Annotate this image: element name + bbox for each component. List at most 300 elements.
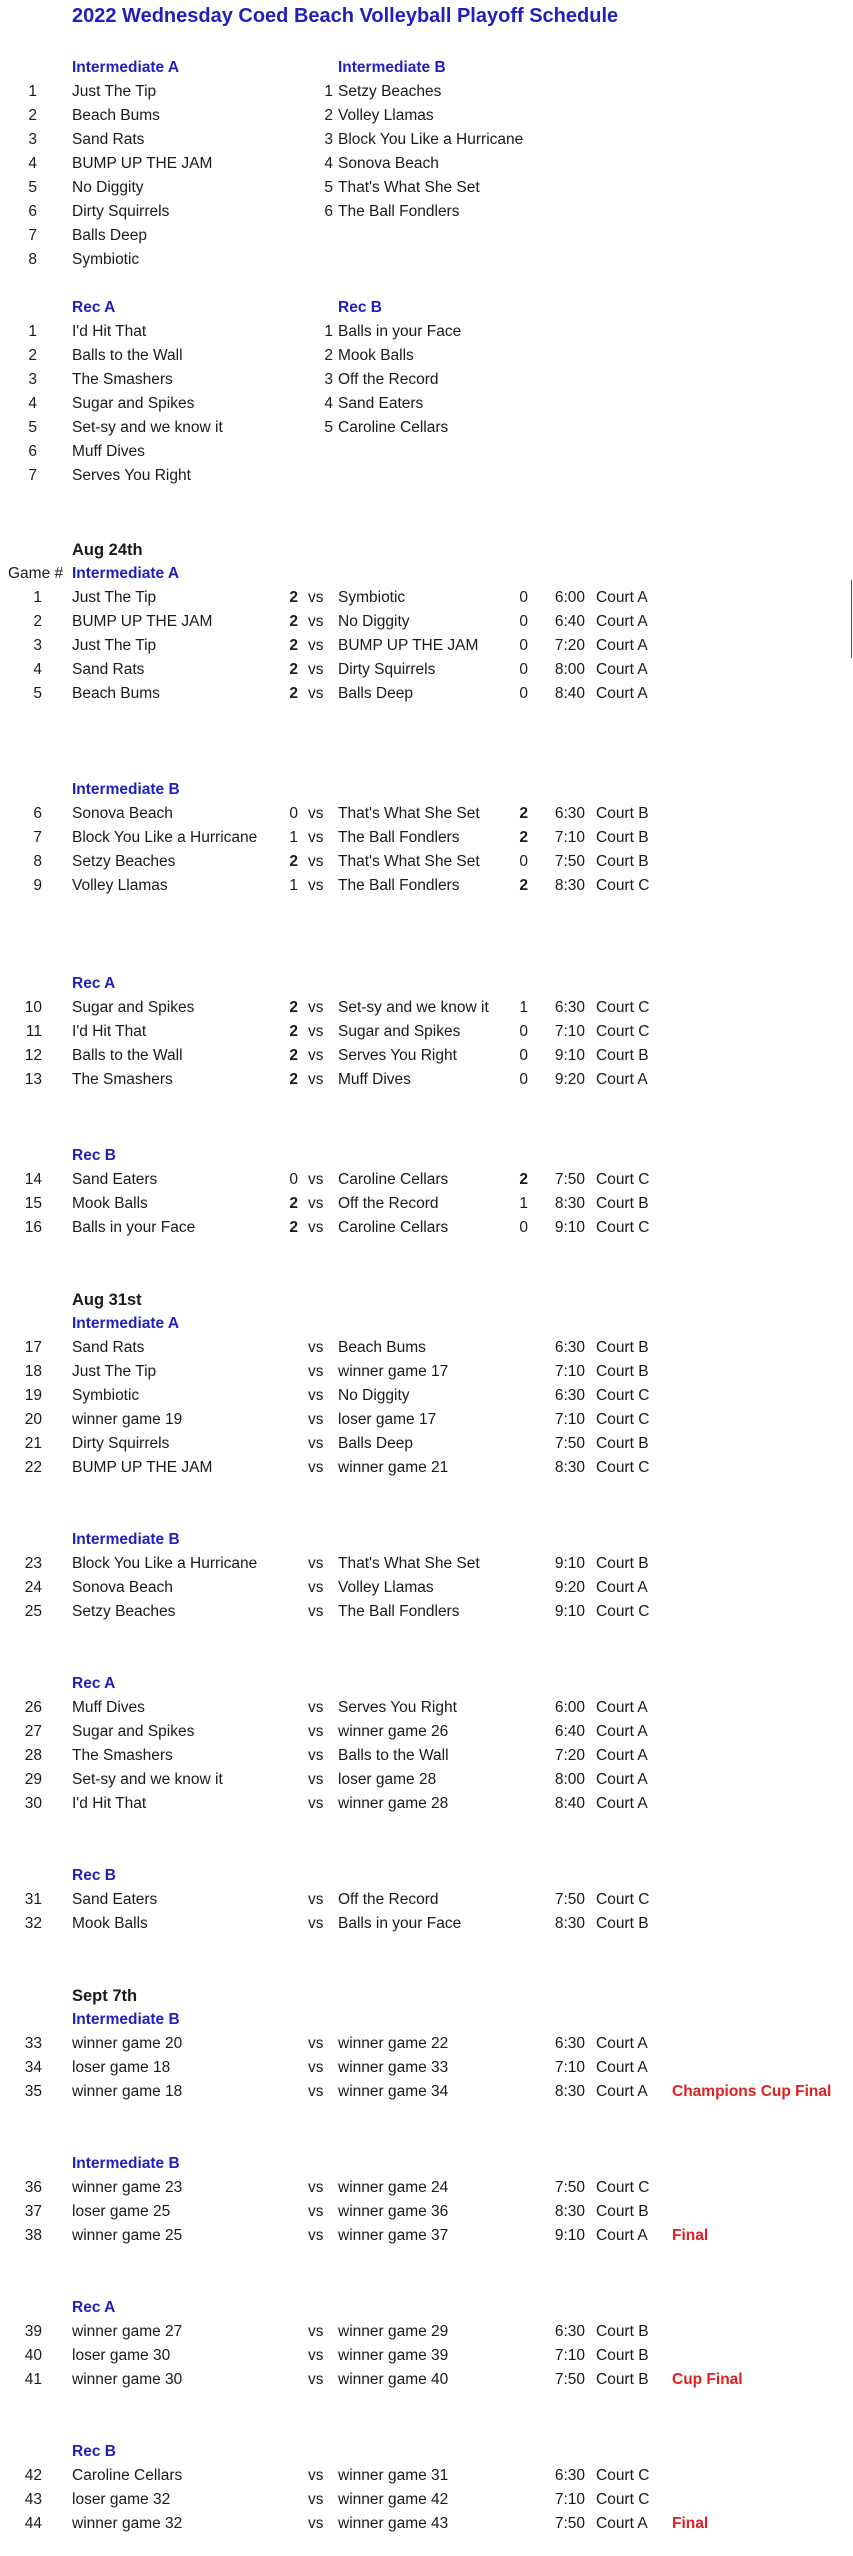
court: Court C xyxy=(596,2467,650,2484)
team-name: Setzy Beaches xyxy=(338,83,442,100)
game-number: 40 xyxy=(24,2347,42,2364)
game-number: 12 xyxy=(24,1047,42,1064)
away-score: 1 xyxy=(519,999,528,1016)
away-score: 0 xyxy=(519,685,528,702)
team-name: Caroline Cellars xyxy=(338,419,449,436)
court: Court B xyxy=(596,2203,649,2220)
group-heading: Rec A xyxy=(72,975,116,992)
court: Court B xyxy=(596,805,649,822)
game-number: 36 xyxy=(24,2179,42,2196)
team-rank: 3 xyxy=(324,131,333,148)
vs-label: vs xyxy=(308,1387,324,1404)
final-label: Champions Cup Final xyxy=(672,2083,832,2100)
group-heading: Intermediate B xyxy=(72,2011,180,2028)
away-team: BUMP UP THE JAM xyxy=(338,637,479,654)
court: Court A xyxy=(596,613,648,630)
home-team: Setzy Beaches xyxy=(72,1603,176,1620)
team-rank: 1 xyxy=(324,83,333,100)
game-time: 9:10 xyxy=(554,1219,585,1236)
game-number: 1 xyxy=(33,589,42,606)
game-time: 6:30 xyxy=(554,805,585,822)
game-number: 33 xyxy=(24,2035,42,2052)
home-score: 1 xyxy=(289,877,298,894)
game-number: 27 xyxy=(24,1723,42,1740)
vs-label: vs xyxy=(308,1795,324,1812)
game-time: 7:10 xyxy=(554,2347,585,2364)
court: Court B xyxy=(596,1195,649,1212)
court: Court B xyxy=(596,2323,649,2340)
home-team: winner game 20 xyxy=(72,2035,183,2052)
team-rank: 3 xyxy=(28,131,37,148)
game-time: 8:30 xyxy=(554,2203,585,2220)
home-team: Setzy Beaches xyxy=(72,853,176,870)
vs-label: vs xyxy=(308,853,324,870)
court: Court B xyxy=(596,829,649,846)
team-name: Symbiotic xyxy=(72,251,140,268)
home-team: Sand Eaters xyxy=(72,1891,158,1908)
group-heading: Rec B xyxy=(72,1867,116,1884)
away-team: winner game 37 xyxy=(338,2227,449,2244)
game-number: 9 xyxy=(33,877,42,894)
game-time: 7:10 xyxy=(554,1363,585,1380)
home-team: Just The Tip xyxy=(72,637,157,654)
vs-label: vs xyxy=(308,1411,324,1428)
vs-label: vs xyxy=(308,1195,324,1212)
team-rank: 3 xyxy=(28,371,37,388)
away-team: Dirty Squirrels xyxy=(338,661,436,678)
home-team: Block You Like a Hurricane xyxy=(72,829,258,846)
vs-label: vs xyxy=(308,999,324,1016)
date-heading: Sept 7th xyxy=(72,1987,138,2005)
court: Court A xyxy=(596,2059,648,2076)
court: Court B xyxy=(596,853,649,870)
game-time: 9:10 xyxy=(554,1555,585,1572)
team-rank: 5 xyxy=(324,419,333,436)
home-team: Mook Balls xyxy=(72,1195,148,1212)
away-team: winner game 33 xyxy=(338,2059,449,2076)
game-time: 6:40 xyxy=(554,613,585,630)
team-rank: 3 xyxy=(324,371,333,388)
away-score: 0 xyxy=(519,613,528,630)
team-name: I'd Hit That xyxy=(72,323,147,340)
team-name: Sand Rats xyxy=(72,131,145,148)
away-team: winner game 39 xyxy=(338,2347,449,2364)
final-label: Cup Final xyxy=(672,2371,743,2388)
home-team: Balls to the Wall xyxy=(72,1047,183,1064)
away-score: 0 xyxy=(519,853,528,870)
court: Court A xyxy=(596,589,648,606)
home-team: loser game 25 xyxy=(72,2203,171,2220)
group-heading: Rec B xyxy=(72,1147,116,1164)
court: Court A xyxy=(596,2083,648,2100)
away-team: Set-sy and we know it xyxy=(338,999,489,1016)
vs-label: vs xyxy=(308,1171,324,1188)
team-name: The Ball Fondlers xyxy=(338,203,460,220)
court: Court A xyxy=(596,637,648,654)
vs-label: vs xyxy=(308,1555,324,1572)
game-number: 28 xyxy=(24,1747,42,1764)
court: Court C xyxy=(596,1891,650,1908)
home-team: winner game 23 xyxy=(72,2179,183,2196)
team-name: Mook Balls xyxy=(338,347,414,364)
vs-label: vs xyxy=(308,1459,324,1476)
team-rank: 1 xyxy=(28,323,37,340)
game-number: 10 xyxy=(24,999,42,1016)
home-team: loser game 32 xyxy=(72,2491,171,2508)
court: Court A xyxy=(596,2035,648,2052)
away-team: Caroline Cellars xyxy=(338,1171,449,1188)
division-heading: Intermediate B xyxy=(338,59,446,76)
court: Court C xyxy=(596,1387,650,1404)
date-heading: Aug 31st xyxy=(72,1291,142,1309)
away-team: Muff Dives xyxy=(338,1071,411,1088)
away-team: winner game 42 xyxy=(338,2491,449,2508)
game-time: 7:50 xyxy=(554,2371,585,2388)
vs-label: vs xyxy=(308,685,324,702)
team-rank: 4 xyxy=(324,155,333,172)
group-heading: Rec A xyxy=(72,1675,116,1692)
game-time: 7:10 xyxy=(554,1023,585,1040)
game-number: 44 xyxy=(24,2515,42,2532)
home-team: Muff Dives xyxy=(72,1699,145,1716)
home-score: 0 xyxy=(289,1171,298,1188)
game-number: 43 xyxy=(24,2491,42,2508)
home-team: Sonova Beach xyxy=(72,1579,173,1596)
game-time: 7:50 xyxy=(554,853,585,870)
game-time: 7:10 xyxy=(554,2491,585,2508)
game-number: 42 xyxy=(24,2467,42,2484)
away-team: winner game 26 xyxy=(338,1723,449,1740)
team-name: The Smashers xyxy=(72,371,173,388)
court: Court B xyxy=(596,1363,649,1380)
vs-label: vs xyxy=(308,1603,324,1620)
game-number: 30 xyxy=(24,1795,42,1812)
home-team: BUMP UP THE JAM xyxy=(72,613,213,630)
team-rank: 1 xyxy=(324,323,333,340)
home-team: Sugar and Spikes xyxy=(72,1723,195,1740)
date-heading: Aug 24th xyxy=(72,541,143,559)
court: Court C xyxy=(596,2179,650,2196)
game-number: 17 xyxy=(24,1339,42,1356)
game-time: 7:50 xyxy=(554,2179,585,2196)
vs-label: vs xyxy=(308,1339,324,1356)
court: Court B xyxy=(596,1047,649,1064)
home-score: 2 xyxy=(289,1195,298,1212)
home-score: 2 xyxy=(289,589,298,606)
home-score: 1 xyxy=(289,829,298,846)
team-rank: 2 xyxy=(28,107,37,124)
home-team: Balls in your Face xyxy=(72,1219,196,1236)
game-time: 6:30 xyxy=(554,1387,585,1404)
game-time: 8:00 xyxy=(554,1771,585,1788)
game-time: 9:10 xyxy=(554,2227,585,2244)
game-number: 2 xyxy=(33,613,42,630)
team-rank: 2 xyxy=(324,347,333,364)
game-time: 9:10 xyxy=(554,1047,585,1064)
vs-label: vs xyxy=(308,1435,324,1452)
court: Court C xyxy=(596,1459,650,1476)
vs-label: vs xyxy=(308,1219,324,1236)
game-time: 7:20 xyxy=(554,637,585,654)
court: Court B xyxy=(596,1435,649,1452)
vs-label: vs xyxy=(308,829,324,846)
game-time: 9:20 xyxy=(554,1579,585,1596)
home-team: The Smashers xyxy=(72,1747,173,1764)
away-team: That's What She Set xyxy=(338,1555,480,1572)
away-team: winner game 22 xyxy=(338,2035,449,2052)
game-number: 16 xyxy=(24,1219,42,1236)
court: Court C xyxy=(596,877,650,894)
team-rank: 5 xyxy=(28,419,37,436)
game-time: 6:30 xyxy=(554,1339,585,1356)
team-name: Off the Record xyxy=(338,371,439,388)
court: Court A xyxy=(596,2515,648,2532)
away-team: Sugar and Spikes xyxy=(338,1023,461,1040)
team-name: Muff Dives xyxy=(72,443,145,460)
home-team: I'd Hit That xyxy=(72,1023,147,1040)
game-number: 34 xyxy=(24,2059,42,2076)
game-time: 6:30 xyxy=(554,2323,585,2340)
home-team: Just The Tip xyxy=(72,1363,157,1380)
home-score: 2 xyxy=(289,661,298,678)
team-name: Beach Bums xyxy=(72,107,160,124)
game-number: 24 xyxy=(24,1579,42,1596)
home-team: Sand Rats xyxy=(72,661,145,678)
game-time: 7:50 xyxy=(554,1171,585,1188)
away-team: winner game 21 xyxy=(338,1459,449,1476)
vs-label: vs xyxy=(308,1047,324,1064)
away-team: Off the Record xyxy=(338,1195,439,1212)
away-score: 2 xyxy=(519,877,528,894)
court: Court C xyxy=(596,1171,650,1188)
court: Court A xyxy=(596,685,648,702)
home-team: loser game 30 xyxy=(72,2347,171,2364)
home-team: Caroline Cellars xyxy=(72,2467,183,2484)
home-team: Sugar and Spikes xyxy=(72,999,195,1016)
court: Court A xyxy=(596,2227,648,2244)
game-time: 8:40 xyxy=(554,685,585,702)
game-number: 32 xyxy=(24,1915,42,1932)
game-time: 8:30 xyxy=(554,1195,585,1212)
game-number: 26 xyxy=(24,1699,42,1716)
game-time: 7:50 xyxy=(554,1435,585,1452)
away-team: Balls to the Wall xyxy=(338,1747,449,1764)
home-team: I'd Hit That xyxy=(72,1795,147,1812)
game-number: 19 xyxy=(24,1387,42,1404)
home-team: winner game 25 xyxy=(72,2227,183,2244)
team-rank: 6 xyxy=(28,203,37,220)
home-team: Just The Tip xyxy=(72,589,157,606)
game-number: 4 xyxy=(33,661,42,678)
team-name: Balls Deep xyxy=(72,227,147,244)
court: Court A xyxy=(596,1699,648,1716)
vs-label: vs xyxy=(308,2035,324,2052)
vs-label: vs xyxy=(308,613,324,630)
home-team: winner game 19 xyxy=(72,1411,183,1428)
home-team: Mook Balls xyxy=(72,1915,148,1932)
home-score: 2 xyxy=(289,999,298,1016)
away-team: winner game 34 xyxy=(338,2083,449,2100)
court: Court C xyxy=(596,1411,650,1428)
game-time: 8:40 xyxy=(554,1795,585,1812)
team-rank: 6 xyxy=(324,203,333,220)
game-number: 11 xyxy=(25,1023,42,1040)
game-number: 20 xyxy=(24,1411,42,1428)
home-team: winner game 27 xyxy=(72,2323,183,2340)
group-heading: Rec B xyxy=(72,2443,116,2460)
division-heading: Rec B xyxy=(338,299,382,316)
team-rank: 5 xyxy=(28,179,37,196)
game-time: 7:50 xyxy=(554,1891,585,1908)
vs-label: vs xyxy=(308,2371,324,2388)
away-score: 2 xyxy=(519,1171,528,1188)
game-time: 8:30 xyxy=(554,1915,585,1932)
away-team: That's What She Set xyxy=(338,853,480,870)
vs-label: vs xyxy=(308,1723,324,1740)
team-rank: 6 xyxy=(28,443,37,460)
team-name: Sugar and Spikes xyxy=(72,395,195,412)
away-score: 0 xyxy=(519,1219,528,1236)
game-time: 7:10 xyxy=(554,1411,585,1428)
vs-label: vs xyxy=(308,2491,324,2508)
court: Court A xyxy=(596,1795,648,1812)
red-marker-line xyxy=(851,580,852,658)
game-time: 6:00 xyxy=(554,589,585,606)
court: Court C xyxy=(596,1023,650,1040)
away-team: winner game 24 xyxy=(338,2179,449,2196)
team-name: No Diggity xyxy=(72,179,144,196)
team-rank: 4 xyxy=(28,155,37,172)
away-team: winner game 17 xyxy=(338,1363,449,1380)
court: Court B xyxy=(596,1915,649,1932)
home-score: 2 xyxy=(289,1071,298,1088)
game-time: 8:30 xyxy=(554,2083,585,2100)
home-score: 2 xyxy=(289,637,298,654)
group-heading: Intermediate B xyxy=(72,781,180,798)
vs-label: vs xyxy=(308,2203,324,2220)
game-time: 8:30 xyxy=(554,1459,585,1476)
court: Court A xyxy=(596,1723,648,1740)
team-rank: 2 xyxy=(28,347,37,364)
final-label: Final xyxy=(672,2227,709,2244)
vs-label: vs xyxy=(308,1579,324,1596)
game-time: 9:20 xyxy=(554,1071,585,1088)
game-number: 6 xyxy=(33,805,42,822)
away-team: The Ball Fondlers xyxy=(338,877,460,894)
vs-label: vs xyxy=(308,1891,324,1908)
game-number: 21 xyxy=(24,1435,42,1452)
court: Court A xyxy=(596,1771,648,1788)
court: Court A xyxy=(596,1579,648,1596)
game-number: 29 xyxy=(24,1771,42,1788)
game-number: 14 xyxy=(24,1171,42,1188)
team-name: Block You Like a Hurricane xyxy=(338,131,524,148)
vs-label: vs xyxy=(308,1771,324,1788)
court: Court B xyxy=(596,2371,649,2388)
game-time: 8:00 xyxy=(554,661,585,678)
away-team: Volley Llamas xyxy=(338,1579,434,1596)
home-team: Sand Eaters xyxy=(72,1171,158,1188)
game-number: 7 xyxy=(33,829,42,846)
away-team: Balls Deep xyxy=(338,685,413,702)
team-name: Serves You Right xyxy=(72,467,191,484)
away-team: loser game 17 xyxy=(338,1411,437,1428)
vs-label: vs xyxy=(308,2515,324,2532)
home-team: Volley Llamas xyxy=(72,877,168,894)
game-time: 6:30 xyxy=(554,2467,585,2484)
court: Court B xyxy=(596,2347,649,2364)
group-heading: Intermediate A xyxy=(72,1315,180,1332)
game-time: 6:30 xyxy=(554,999,585,1016)
vs-label: vs xyxy=(308,637,324,654)
group-heading: Intermediate A xyxy=(72,565,180,582)
vs-label: vs xyxy=(308,805,324,822)
away-score: 0 xyxy=(519,1023,528,1040)
court: Court B xyxy=(596,1339,649,1356)
away-team: winner game 28 xyxy=(338,1795,449,1812)
vs-label: vs xyxy=(308,2227,324,2244)
team-name: Balls in your Face xyxy=(338,323,462,340)
vs-label: vs xyxy=(308,877,324,894)
away-score: 2 xyxy=(519,829,528,846)
game-number: 22 xyxy=(24,1459,42,1476)
home-score: 2 xyxy=(289,1023,298,1040)
game-number: 5 xyxy=(33,685,42,702)
vs-label: vs xyxy=(308,2083,324,2100)
away-team: winner game 43 xyxy=(338,2515,449,2532)
game-number: 23 xyxy=(24,1555,42,1572)
home-team: Set-sy and we know it xyxy=(72,1771,223,1788)
away-team: Serves You Right xyxy=(338,1699,457,1716)
game-number: 8 xyxy=(33,853,42,870)
vs-label: vs xyxy=(308,1023,324,1040)
game-time: 9:10 xyxy=(554,1603,585,1620)
game-number: 38 xyxy=(24,2227,42,2244)
court: Court A xyxy=(596,1071,648,1088)
home-score: 2 xyxy=(289,1219,298,1236)
team-name: Just The Tip xyxy=(72,83,157,100)
vs-label: vs xyxy=(308,589,324,606)
team-name: Volley Llamas xyxy=(338,107,434,124)
court: Court A xyxy=(596,661,648,678)
away-team: Off the Record xyxy=(338,1891,439,1908)
team-name: Dirty Squirrels xyxy=(72,203,170,220)
game-number: 25 xyxy=(24,1603,42,1620)
away-team: That's What She Set xyxy=(338,805,480,822)
away-score: 0 xyxy=(519,1047,528,1064)
team-rank: 2 xyxy=(324,107,333,124)
group-heading: Intermediate B xyxy=(72,1531,180,1548)
team-rank: 7 xyxy=(28,227,37,244)
away-team: Symbiotic xyxy=(338,589,406,606)
vs-label: vs xyxy=(308,2179,324,2196)
home-team: Beach Bums xyxy=(72,685,160,702)
game-time: 7:50 xyxy=(554,2515,585,2532)
game-number: 15 xyxy=(24,1195,42,1212)
court: Court A xyxy=(596,1747,648,1764)
court: Court C xyxy=(596,1603,650,1620)
home-team: Sand Rats xyxy=(72,1339,145,1356)
away-score: 0 xyxy=(519,1071,528,1088)
away-team: winner game 31 xyxy=(338,2467,449,2484)
court: Court C xyxy=(596,1219,650,1236)
home-team: The Smashers xyxy=(72,1071,173,1088)
group-heading: Rec A xyxy=(72,2299,116,2316)
team-rank: 4 xyxy=(28,395,37,412)
team-name: Sand Eaters xyxy=(338,395,424,412)
team-rank: 7 xyxy=(28,467,37,484)
team-name: Set-sy and we know it xyxy=(72,419,223,436)
